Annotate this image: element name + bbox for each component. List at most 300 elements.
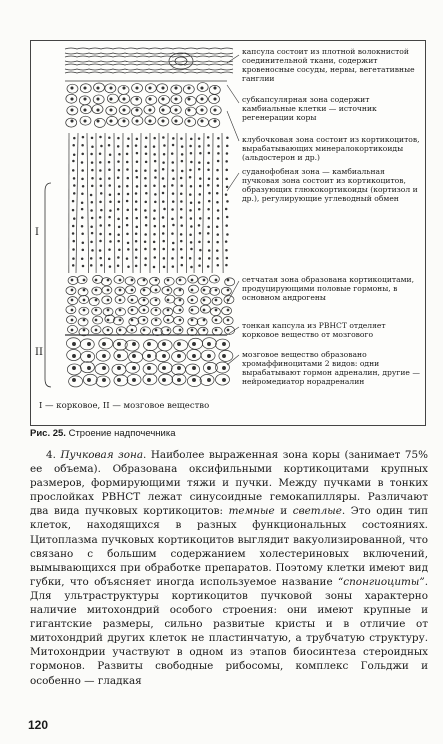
cell-nucleus [82,153,84,155]
cell-nucleus [109,154,111,156]
cell-nucleus [222,342,225,345]
cell-nucleus [145,137,147,139]
cell-nucleus [153,266,155,268]
cell-nucleus [117,378,120,381]
caption-label: Рис. 25. [30,428,66,439]
cell-nucleus [163,248,165,250]
cell-nucleus [126,161,128,163]
cell-nucleus [198,225,200,227]
cell-nucleus [215,299,217,301]
cell-nucleus [91,210,93,212]
cell-nucleus [135,240,137,242]
cell-nucleus [173,178,175,180]
cell-nucleus [189,176,191,178]
term-light: светлые [292,505,342,518]
cell-nucleus [119,319,121,321]
cell-nucleus [208,241,210,243]
cell-nucleus [162,137,164,139]
cell-nucleus [153,146,155,148]
cell-nucleus [127,248,129,250]
cell-nucleus [207,378,210,381]
cell-nucleus [91,201,93,203]
cell-nucleus [87,354,90,357]
cell-nucleus [149,109,151,111]
fascicular-column [202,133,204,273]
cell-nucleus [82,144,84,146]
reticular-cell [201,297,211,305]
cell-nucleus [191,299,193,301]
fascicular-column [194,133,195,273]
cell-nucleus [207,266,209,268]
cell-nucleus [199,265,201,267]
cell-nucleus [100,201,102,203]
cell-nucleus [99,153,101,155]
cell-nucleus [172,162,174,164]
cell-nucleus [179,309,181,311]
reticular-cell [225,278,235,286]
annotation-thin-capsule: тонкая капсула из РВНСТ отделяет корковое вещество от мозгового [242,321,386,339]
cell-nucleus [84,109,86,111]
cell-nucleus [188,87,190,89]
cell-nucleus [109,194,111,196]
cell-nucleus [208,178,210,180]
cell-nucleus [226,178,228,180]
cell-nucleus [217,234,219,236]
cell-nucleus [175,109,177,111]
annotation-capsule: капсула состоит из плотной волокнистой соединительной ткани, содержит кровеносные сосуды, нервы, вегетативные ганглии [242,47,415,83]
cell-nucleus [97,87,99,89]
cell-nucleus [128,266,130,268]
cell-nucleus [163,240,165,242]
body-text [30,448,428,688]
cell-nucleus [136,161,138,163]
cell-nucleus [181,264,183,266]
cell-nucleus [155,319,157,321]
cell-nucleus [84,98,86,100]
reticular-cell [129,318,139,326]
cell-nucleus [91,226,93,228]
paragraph-fascicular-zone [30,448,428,688]
cell-nucleus [107,279,109,281]
cell-nucleus [181,170,183,172]
cell-nucleus [118,137,120,139]
cell-nucleus [118,186,120,188]
cell-nucleus [199,258,201,260]
cell-nucleus [162,87,164,89]
cell-nucleus [162,120,164,122]
term-dark: темные [228,505,275,518]
cell-nucleus [72,354,75,357]
cell-nucleus [82,136,84,138]
cell-nucleus [72,160,74,162]
cell-nucleus [117,354,120,357]
figure-caption [30,428,424,439]
cell-nucleus [222,366,225,369]
cell-nucleus [73,249,75,251]
cell-nucleus [127,242,129,244]
cell-nucleus [109,185,111,187]
cell-nucleus [162,366,165,369]
cell-nucleus [226,264,228,266]
cell-nucleus [100,240,102,242]
cell-nucleus [73,154,75,156]
fascicular-column [167,133,168,273]
cell-nucleus [225,241,227,243]
figure-legend: I — корковое, II — мозговое вещество [39,401,210,411]
cell-nucleus [95,329,97,331]
cell-nucleus [108,137,110,139]
cell-nucleus [207,232,209,234]
cell-nucleus [144,177,146,179]
cell-nucleus [217,201,219,203]
cell-nucleus [155,170,157,172]
cell-nucleus [189,257,191,259]
chromaffin-cell [114,350,128,361]
cell-nucleus [198,138,200,140]
cell-nucleus [162,201,164,203]
cell-nucleus [217,185,219,187]
term-fascicular-zone: Пучковая зона [60,449,144,461]
cell-nucleus [131,289,133,291]
cell-nucleus [95,299,97,301]
cell-nucleus [118,169,120,171]
cell-nucleus [100,192,102,194]
cell-nucleus [217,160,219,162]
cell-nucleus [119,279,121,281]
cell-nucleus [149,98,151,100]
cell-nucleus [181,257,183,259]
cell-nucleus [201,109,203,111]
reticular-cell [198,327,208,335]
glomerular-cell [66,118,77,127]
cell-nucleus [225,208,227,210]
cell-nucleus [99,250,101,252]
annotation-medulla: мозговое вещество образовано хромаффиноцитами 2 видов: одни вырабатывают гормон адреналин, другие — нейромедиатор норадреналин [242,350,420,386]
cell-nucleus [123,120,125,122]
cell-nucleus [163,258,165,260]
reticular-cell [189,306,199,314]
cell-nucleus [175,98,177,100]
cell-nucleus [119,299,121,301]
cell-nucleus [198,162,200,164]
cell-nucleus [155,299,157,301]
cell-nucleus [145,192,147,194]
cell-nucleus [71,319,73,321]
cell-nucleus [208,145,210,147]
cell-nucleus [207,184,209,186]
cell-nucleus [167,329,169,331]
chromaffin-cell [95,364,109,375]
cell-nucleus [203,299,205,301]
cell-nucleus [226,257,228,259]
cell-nucleus [109,249,111,251]
cell-nucleus [132,342,135,345]
reticular-cell [210,287,220,295]
cell-nucleus [135,193,137,195]
cell-nucleus [154,137,156,139]
cell-nucleus [198,202,200,204]
cell-nucleus [118,193,120,195]
cell-nucleus [147,342,150,345]
cell-nucleus [71,299,73,301]
reticular-cell [101,278,111,286]
cell-nucleus [71,329,73,331]
cell-nucleus [110,241,112,243]
cell-nucleus [117,342,120,345]
glomerular-cell [131,96,142,105]
reticular-cell [200,305,210,313]
fascicular-column [212,133,213,273]
cell-nucleus [181,160,183,162]
cell-nucleus [110,120,112,122]
cell-nucleus [126,217,128,219]
reticular-cell [173,306,183,314]
cell-nucleus [108,144,110,146]
cell-nucleus [172,201,174,203]
cell-nucleus [179,279,181,281]
cell-nucleus [226,145,228,147]
cell-nucleus [73,192,75,194]
cell-nucleus [123,109,125,111]
cell-nucleus [71,98,73,100]
cell-nucleus [100,257,102,259]
chromaffin-cell [114,375,128,386]
cell-nucleus [154,160,156,162]
cell-nucleus [192,366,195,369]
cell-nucleus [136,217,138,219]
cell-nucleus [208,152,210,154]
cell-nucleus [208,257,210,259]
cell-nucleus [136,226,138,228]
figure-box [30,40,426,426]
reticular-cell [77,276,87,284]
cell-nucleus [179,329,181,331]
cell-nucleus [199,249,201,251]
cell-nucleus [191,309,193,311]
cell-nucleus [226,169,228,171]
cell-nucleus [188,109,190,111]
cell-nucleus [217,241,219,243]
cell-nucleus [171,184,173,186]
cell-nucleus [208,208,210,210]
annotation-subcapsular: субкапсулярная зона содержит камбиальные клетки — источник регенерации коры [242,95,377,122]
cell-nucleus [208,250,210,252]
chromaffin-cell [174,340,188,351]
cell-nucleus [126,224,128,226]
cell-nucleus [117,257,119,259]
cell-nucleus [172,144,174,146]
cell-nucleus [110,109,112,111]
cell-nucleus [136,98,138,100]
cell-nucleus [167,299,169,301]
cell-nucleus [83,299,85,301]
cell-nucleus [100,264,102,266]
cell-nucleus [71,87,73,89]
cell-nucleus [190,218,192,220]
cell-nucleus [227,319,229,321]
cell-nucleus [132,378,135,381]
cell-nucleus [72,233,74,235]
cell-nucleus [154,193,156,195]
cell-nucleus [149,87,151,89]
cell-nucleus [82,249,84,251]
cell-nucleus [127,145,129,147]
cell-nucleus [189,194,191,196]
cell-nucleus [199,152,201,154]
cell-nucleus [102,378,105,381]
zone-II-label: II [35,347,43,358]
cell-nucleus [207,354,210,357]
cell-nucleus [91,217,93,219]
cell-nucleus [164,208,166,210]
cell-nucleus [71,120,73,122]
cell-nucleus [97,98,99,100]
cell-nucleus [72,225,74,227]
cell-nucleus [216,250,218,252]
cell-nucleus [72,209,74,211]
cell-nucleus [201,87,203,89]
cell-nucleus [145,264,147,266]
cell-nucleus [172,258,174,260]
cell-nucleus [99,161,101,163]
cell-nucleus [109,233,111,235]
cell-nucleus [227,200,229,202]
cell-nucleus [127,209,129,211]
cell-nucleus [227,234,229,236]
reticular-cell [221,287,231,295]
cell-nucleus [81,217,83,219]
cell-nucleus [190,234,192,236]
reticular-cell [113,317,123,325]
cell-nucleus [218,145,220,147]
cell-nucleus [217,217,219,219]
fascicular-column [222,133,223,273]
cell-nucleus [71,289,73,291]
cell-nucleus [108,161,110,163]
cell-nucleus [175,120,177,122]
cell-nucleus [143,319,145,321]
caption-text: Строение надпочечника [68,428,176,439]
cell-nucleus [207,136,209,138]
cell-nucleus [191,279,193,281]
cell-nucleus [167,279,169,281]
cell-nucleus [180,193,182,195]
cell-nucleus [162,233,164,235]
reticular-cell [141,327,151,335]
cell-nucleus [87,342,90,345]
cell-nucleus [180,201,182,203]
cell-nucleus [81,202,83,204]
cell-nucleus [91,153,93,155]
cell-nucleus [217,152,219,154]
cell-nucleus [154,233,156,235]
cell-nucleus [143,279,145,281]
term-spongiocytes: “спонгиоциты” [337,575,425,588]
cell-nucleus [118,161,120,163]
cell-nucleus [180,217,182,219]
reticular-cell [125,277,135,285]
cell-nucleus [207,342,210,345]
cell-nucleus [73,177,75,179]
cell-nucleus [90,265,92,267]
cell-nucleus [95,309,97,311]
cell-nucleus [118,240,120,242]
cell-nucleus [135,209,137,211]
cell-nucleus [128,138,130,140]
cell-nucleus [222,354,225,357]
cell-nucleus [180,248,182,250]
cell-nucleus [163,185,165,187]
cell-nucleus [162,378,165,381]
capsule-fiber [65,72,233,73]
cell-nucleus [131,309,133,311]
cell-nucleus [155,309,157,311]
leader-line [227,173,239,191]
cell-nucleus [95,279,97,281]
cell-nucleus [72,264,74,266]
cell-nucleus [199,241,201,243]
cell-nucleus [181,146,183,148]
cell-nucleus [199,145,201,147]
cell-nucleus [143,289,145,291]
cell-nucleus [136,186,138,188]
cell-nucleus [155,329,157,331]
cell-nucleus [145,224,147,226]
cell-nucleus [203,279,205,281]
cell-nucleus [191,248,193,250]
cell-nucleus [71,309,73,311]
cell-nucleus [179,289,181,291]
cell-nucleus [172,249,174,251]
cell-nucleus [147,366,150,369]
cell-nucleus [91,162,93,164]
cell-nucleus [149,120,151,122]
cell-nucleus [127,169,129,171]
cell-nucleus [123,98,125,100]
cell-nucleus [131,279,133,281]
cell-nucleus [154,248,156,250]
cell-nucleus [100,178,102,180]
cell-nucleus [164,145,166,147]
cell-nucleus [118,201,120,203]
cell-nucleus [84,87,86,89]
cell-nucleus [126,185,128,187]
reticular-cell [174,288,184,296]
reticular-cell [173,326,183,334]
cell-nucleus [209,192,211,194]
cell-nucleus [117,366,120,369]
cell-nucleus [72,378,75,381]
cell-nucleus [126,200,128,202]
cell-nucleus [97,120,99,122]
cell-nucleus [73,218,75,220]
cell-nucleus [81,225,83,227]
cell-nucleus [226,249,228,251]
cell-nucleus [208,217,210,219]
reticular-cell [174,317,184,325]
cell-nucleus [155,279,157,281]
cell-nucleus [199,178,201,180]
cell-nucleus [172,193,174,195]
cell-nucleus [132,366,135,369]
cell-nucleus [154,225,156,227]
cell-nucleus [118,234,120,236]
cell-nucleus [226,225,228,227]
cell-nucleus [222,378,225,381]
cell-nucleus [95,289,97,291]
cell-nucleus [214,87,216,89]
glomerular-cell [198,118,209,127]
